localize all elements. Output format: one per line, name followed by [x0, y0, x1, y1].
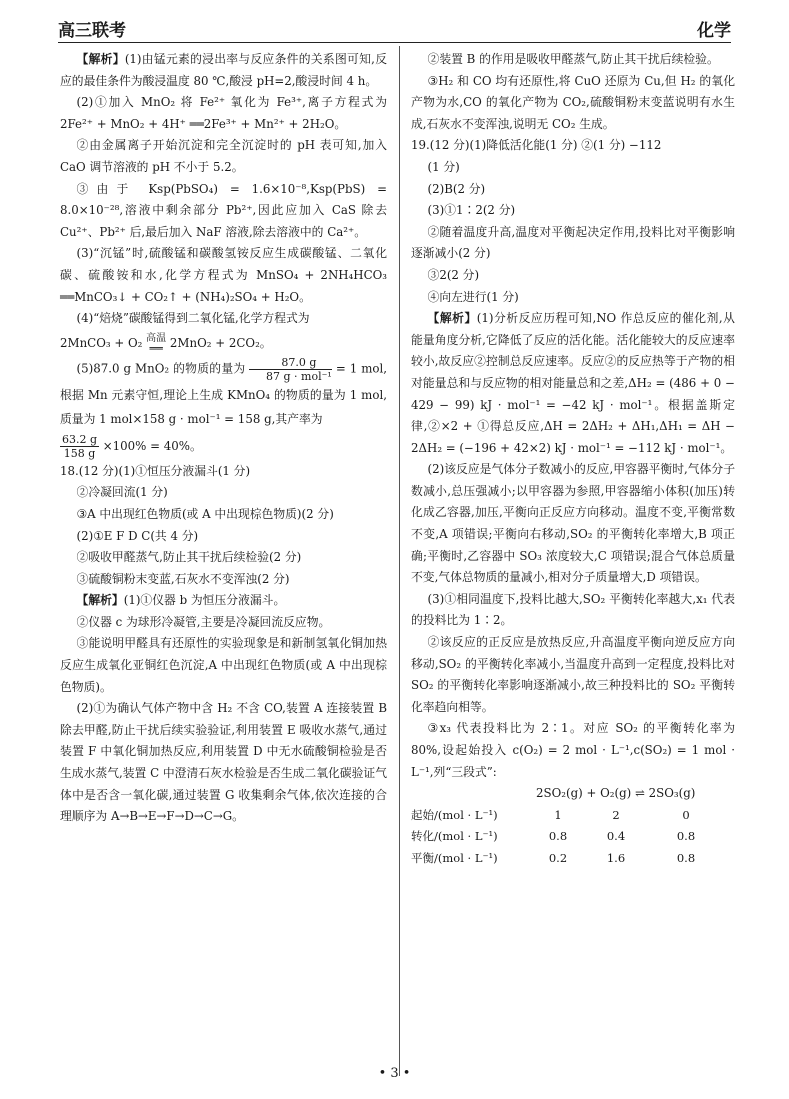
reaction-condition: 高温 ══ [146, 332, 167, 355]
page-number: • 3 • [378, 1066, 411, 1081]
table-row [411, 848, 727, 870]
row-label: 转化/(mol · L⁻¹) [411, 829, 498, 844]
analysis-label: 【解析】 [76, 52, 125, 66]
o2-value: 2 [612, 807, 620, 822]
question-heading: 19.(12 分)(1)降低活化能(1 分) ②(1 分) −112 [411, 138, 662, 153]
left-column [60, 49, 387, 828]
answer-line: ②随着温度升高,温度对平衡起决定作用,投料比对平衡影响逐渐减小(2 分) [411, 224, 735, 261]
paragraph: ③H₂ 和 CO 均有还原性,将 CuO 还原为 Cu,但 H₂ 的氧化产物为水,CO 的氧化产物为 CO₂,硫酸铜粉末变蓝说明有水生成,石灰水不变浑浊,说明无 CO₂ 生成。 [411, 73, 735, 131]
o2-value: 0.4 [606, 829, 626, 844]
answer-line: ③硫酸铜粉末变蓝,石灰水不变浑浊(2 分) [76, 571, 290, 586]
paragraph: ②由金属离子开始沉淀和完全沉淀时的 pH 表可知,加入 CaO 调节溶液的 pH 不小于 5.2。 [60, 138, 387, 174]
paragraph: ②该反应的正反应是放热反应,升高温度平衡向逆反应方向移动,SO₂ 的平衡转化率减小,当温度升高到一定程度,投料比对 SO₂ 的平衡转化率影响逐渐减小,故三种投料比的 SO₂ 平衡转化率趋向相等。 [411, 635, 735, 714]
analysis-label: 【解析】 [76, 593, 124, 608]
analysis-label: 【解析】 [427, 311, 477, 326]
fraction: $\frac{63.2 g}{158 g}$ [62, 433, 98, 461]
paragraph: (2)①为确认气体产物中含 H₂ 不含 CO,装置 A 连接装置 B 除去甲醛,防止干扰后续实验验证,利用装置 E 吸收水蒸气,通过装置 F 中氧化铜加热反应,利用装置 D 中无水硫酸铜检验是否生成水蒸气,装置 C 中澄清石灰水检验是否生成二氧化碳验证气体中是否含一氧化碳,通过装置 G 收集剩余气体,依次连接的合理顺序为 A→B→E→F→D→C→G。 [60, 701, 387, 824]
so2-value: 0.8 [548, 829, 568, 844]
so3-value: 0.8 [676, 829, 696, 844]
paragraph: ③x₃ 代表投料比为 2∶1。对应 SO₂ 的平衡转化率为 80%,设起始投入 c(O₂) = 2 mol · L⁻¹,c(SO₂) = 1 mol · L⁻¹,列“三段式”: [411, 721, 735, 779]
header-subject: 化学 [697, 21, 731, 41]
answer-line: (2)B(2 分) [427, 181, 486, 196]
paragraph: (3)①相同温度下,投料比越大,SO₂ 平衡转化率越大,x₁ 代表的投料比为 1∶2。 [411, 591, 735, 628]
paragraph: (5)87.0 g MnO₂ 的物质的量为 $\frac{87.0 g}{\text{87 g · mol⁻¹}}$ = 1 mol,根据 Mn 元素守恒,理论上生成 KMnO₄ 的物质的量为 1 mol,质量为 1 mol×158 g · mol⁻¹ = 158 g,其产率为 [60, 355, 388, 426]
paragraph: 【解析】(1)由锰元素的浸出率与反应条件的关系图可知,反应的最佳条件为酸浸温度 80 ℃,酸浸 pH=2,酸浸时间 4 h。 [60, 52, 387, 88]
answer-line: (3)①1∶2(2 分) [427, 203, 516, 218]
answer-line: ③A 中出现红色物质(或 A 中出现棕色物质)(2 分) [76, 506, 334, 521]
answer-line: ④向左进行(1 分) [427, 289, 519, 304]
paragraph: $\frac{63.2 g}{158 g}$ ×100% = 40%。 [62, 433, 202, 461]
paragraph: ③能说明甲醛具有还原性的实验现象是和新制氢氧化铜加热反应生成氧化亚铜红色沉淀,A 中出现红色物质(或 A 中出现棕色物质)。 [60, 636, 387, 694]
equilibrium-equation: 2SO₂(g) + O₂(g) ⇌ 2SO₃(g) [536, 786, 696, 801]
o2-value: 1.6 [606, 850, 626, 865]
answer-line: (1 分) [427, 159, 460, 174]
paragraph: 【解析】(1)①仪器 b 为恒压分液漏斗。 [76, 593, 286, 608]
table-row [411, 826, 727, 848]
header-left-title: 高三联考 [58, 21, 126, 41]
paragraph: ③由于 Ksp(PbSO₄) = 1.6×10⁻⁸,Ksp(PbS) = 8.0×10⁻²⁸,溶液中剩余部分 Pb²⁺,因此应加入 CaS 除去 Cu²⁺、Pb²⁺ 后,最后加入 NaF 溶液,除去溶液中的 Ca²⁺。 [60, 181, 387, 239]
table-row [411, 805, 727, 827]
answer-line: ②吸收甲醛蒸气,防止其干扰后续检验(2 分) [76, 550, 302, 565]
fraction: $\frac{87.0 g}{\text{87 g · mol⁻¹}}$ [249, 356, 331, 383]
three-stage-table [411, 805, 727, 870]
so2-value: 1 [554, 807, 562, 822]
paragraph: ②装置 B 的作用是吸收甲醛蒸气,防止其干扰后续检验。 [427, 52, 719, 66]
paragraph: (2)①加入 MnO₂ 将 Fe²⁺ 氧化为 Fe³⁺,离子方程式为 2Fe²⁺ + MnO₂ + 4H⁺ ══2Fe³⁺ + Mn²⁺ + 2H₂O。 [60, 95, 387, 131]
row-label: 平衡/(mol · L⁻¹) [411, 850, 498, 865]
equation-line: 2MnCO₃ + O₂ 高温 ══ 2MnO₂ + 2CO₂。 [60, 332, 272, 355]
answer-line: ②冷凝回流(1 分) [76, 485, 168, 500]
answer-line: (2)①E F D C(共 4 分) [76, 528, 199, 543]
row-label: 起始/(mol · L⁻¹) [411, 807, 498, 822]
paragraph: (3)“沉锰”时,硫酸锰和碳酸氢铵反应生成碳酸锰、二氧化碳、硫酸铵和水,化学方程式为 MnSO₄ + 2NH₄HCO₃ ══MnCO₃↓ + CO₂↑ + (NH₄)₂SO₄ + H₂O。 [60, 246, 387, 304]
paragraph: ②仪器 c 为球形冷凝管,主要是冷凝回流反应物。 [76, 614, 331, 629]
answer-line: ③2(2 分) [427, 267, 480, 282]
question-heading: 18.(12 分)(1)①恒压分液漏斗(1 分) [60, 463, 251, 478]
column-divider [399, 46, 400, 1076]
so3-value: 0 [682, 807, 690, 822]
so3-value: 0.8 [676, 850, 696, 865]
paragraph: 【解析】(1)分析反应历程可知,NO 作总反应的催化剂,从能量角度分析,它降低了反应的活化能。活化能较大的反应速率较小,故反应②控制总反应速率。反应②的反应热等于产物的相对能量总和与反应物的相对能量总和之差,ΔH₂ = (486 + 0 − 429 − 99) kJ · mol⁻¹ = −42 kJ · mol⁻¹。根据盖斯定律,②×2 + ①得总反应,ΔH = 2ΔH₂ + ΔH₁,ΔH₁ = ΔH − 2ΔH₂ = (−196 + 42×2) kJ · mol⁻¹ = −112 kJ · mol⁻¹。 [411, 311, 735, 455]
paragraph: (4)“焙烧”碳酸锰得到二氧化锰,化学方程式为 [76, 311, 310, 326]
paragraph: (2)该反应是气体分子数减小的反应,甲容器平衡时,气体分子数减小,总压强减小;以甲容器为参照,甲容器缩小体积(加压)转化成乙容器,加压,平衡向正反应方向移动。温度不变,平衡常数不变,A 项错误;平衡向右移动,SO₂ 的平衡转化率增大,B 项正确;平衡时,乙容器中 SO₃ 浓度较大,C 项错误;混合气体总质量不变,气体总物质的量减小,相对分子质量增大,D 项错误。 [411, 462, 735, 585]
so2-value: 0.2 [548, 850, 568, 865]
right-column [411, 49, 735, 870]
page-header [58, 14, 731, 43]
